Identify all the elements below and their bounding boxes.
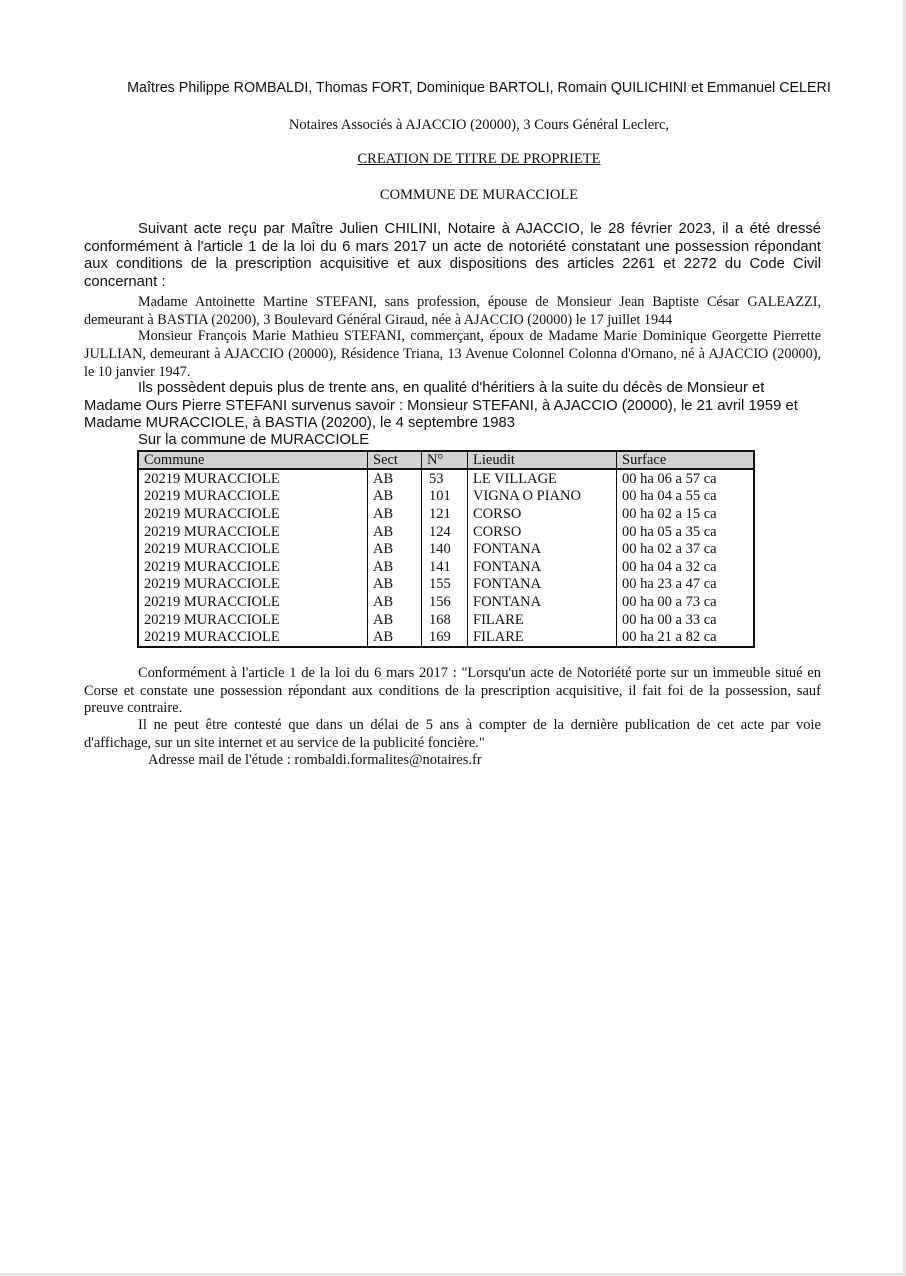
cell-surface: 00 ha 21 a 82 ca <box>617 628 755 647</box>
table-header-row <box>138 451 754 469</box>
table-row <box>138 540 754 558</box>
table-row <box>138 611 754 629</box>
cell-sect: AB <box>368 523 422 541</box>
notaries-names: Maîtres Philippe ROMBALDI, Thomas FORT, Dominique BARTOLI, Romain QUILICHINI et Emmanuel CELERI <box>127 80 831 96</box>
cell-lieudit: FONTANA <box>468 576 617 594</box>
cell-lieudit: VIGNA O PIANO <box>468 488 617 506</box>
cell-commune: 20219 MURACCIOLE <box>138 540 368 558</box>
cell-sect: AB <box>368 611 422 629</box>
legal-paragraph-1: Conformément à l'article 1 de la loi du 6 mars 2017 : "Lorsqu'un acte de Notoriété porte sur un immeuble situé en Corse et constate une possession répondant aux conditions de la prescription acquisitive, il fait foi de la possession, sauf preuve contraire. <box>84 665 821 717</box>
cell-lieudit: FONTANA <box>468 540 617 558</box>
cell-surface: 00 ha 04 a 55 ca <box>617 488 755 506</box>
cell-sect: AB <box>368 558 422 576</box>
cell-commune: 20219 MURACCIOLE <box>138 558 368 576</box>
cell-lieudit: FILARE <box>468 611 617 629</box>
cell-surface: 00 ha 05 a 35 ca <box>617 523 755 541</box>
cell-number: 169 <box>422 628 468 647</box>
cell-commune: 20219 MURACCIOLE <box>138 576 368 594</box>
document-title: CREATION DE TITRE DE PROPRIETE <box>357 151 601 167</box>
owner-1: Madame Antoinette Martine STEFANI, sans profession, épouse de Monsieur Jean Baptiste César GALEAZZI, demeurant à BASTIA (20200), 3 Boulevard Général Giraud, née à AJACCIO (20000) le 17 juillet 1944 <box>84 294 821 328</box>
cell-number: 124 <box>422 523 468 541</box>
cell-surface: 00 ha 06 a 57 ca <box>617 469 755 488</box>
cell-sect: AB <box>368 488 422 506</box>
cell-commune: 20219 MURACCIOLE <box>138 469 368 488</box>
cell-number: 168 <box>422 611 468 629</box>
cell-surface: 00 ha 02 a 15 ca <box>617 505 755 523</box>
cell-commune: 20219 MURACCIOLE <box>138 628 368 647</box>
legal-paragraph-2: Il ne peut être contesté que dans un délai de 5 ans à compter de la dernière publication de cet acte par voie d'affichage, sur un site internet et au service de la publicité foncière." <box>84 717 821 751</box>
table-row <box>138 469 754 488</box>
cell-number: 141 <box>422 558 468 576</box>
contact-email: Adresse mail de l'étude : rombaldi.formalites@notaires.fr <box>148 752 482 768</box>
cell-lieudit: FONTANA <box>468 558 617 576</box>
cell-number: 101 <box>422 488 468 506</box>
cell-surface: 00 ha 23 a 47 ca <box>617 576 755 594</box>
table-row <box>138 488 754 506</box>
cell-surface: 00 ha 00 a 33 ca <box>617 611 755 629</box>
cell-surface: 00 ha 04 a 32 ca <box>617 558 755 576</box>
cell-lieudit: FONTANA <box>468 593 617 611</box>
cell-lieudit: CORSO <box>468 523 617 541</box>
cell-number: 140 <box>422 540 468 558</box>
header-commune: Commune <box>138 451 368 469</box>
table-row <box>138 576 754 594</box>
table-row <box>138 558 754 576</box>
cell-commune: 20219 MURACCIOLE <box>138 505 368 523</box>
cell-number: 156 <box>422 593 468 611</box>
cell-sect: AB <box>368 469 422 488</box>
commune-caption: Sur la commune de MURACCIOLE <box>138 432 370 448</box>
cell-commune: 20219 MURACCIOLE <box>138 611 368 629</box>
table-row <box>138 593 754 611</box>
notaries-associates: Notaires Associés à AJACCIO (20000), 3 Cours Général Leclerc, <box>288 117 670 133</box>
cell-sect: AB <box>368 576 422 594</box>
cell-surface: 00 ha 00 a 73 ca <box>617 593 755 611</box>
table-row <box>138 505 754 523</box>
cell-number: 155 <box>422 576 468 594</box>
cell-number: 53 <box>422 469 468 488</box>
owner-2: Monsieur François Marie Mathieu STEFANI, commerçant, époux de Madame Marie Dominique Georgette Pierrette JULLIAN, demeurant à AJACCIO (20000), Résidence Triana, 13 Avenue Colonnel Colonna d'Ornano, né à AJACCIO (20000), le 10 janvier 1947. <box>84 328 821 380</box>
cell-lieudit: CORSO <box>468 505 617 523</box>
table-row <box>138 523 754 541</box>
cell-sect: AB <box>368 505 422 523</box>
cell-commune: 20219 MURACCIOLE <box>138 488 368 506</box>
parcels-table <box>137 450 755 648</box>
header-surface: Surface <box>617 451 755 469</box>
commune-title: COMMUNE DE MURACCIOLE <box>379 187 579 203</box>
header-lieudit: Lieudit <box>468 451 617 469</box>
header-sect: Sect <box>368 451 422 469</box>
cell-lieudit: LE VILLAGE <box>468 469 617 488</box>
table-row <box>138 628 754 647</box>
intro-paragraph: Suivant acte reçu par Maître Julien CHILINI, Notaire à AJACCIO, le 28 février 2023, il a été dressé conformément à l'article 1 de la loi du 6 mars 2017 un acte de notoriété constatant une possession répondant aux conditions de la prescription acquisitive et aux dispositions des articles 2261 et 2272 du Code Civil concernant : <box>84 221 821 290</box>
header-number: N° <box>422 451 468 469</box>
cell-commune: 20219 MURACCIOLE <box>138 593 368 611</box>
cell-number: 121 <box>422 505 468 523</box>
cell-sect: AB <box>368 593 422 611</box>
cell-commune: 20219 MURACCIOLE <box>138 523 368 541</box>
cell-surface: 00 ha 02 a 37 ca <box>617 540 755 558</box>
possession-paragraph: Ils possèdent depuis plus de trente ans, en qualité d'héritiers à la suite du décès de Monsieur et Madame Ours Pierre STEFANI survenus savoir : Monsieur STEFANI, à AJACCIO (20000), le 21 avril 1959 et Madame MURACCIOLE, à BASTIA (20200), le 4 septembre 1983 <box>84 380 798 431</box>
cell-sect: AB <box>368 540 422 558</box>
cell-sect: AB <box>368 628 422 647</box>
cell-lieudit: FILARE <box>468 628 617 647</box>
